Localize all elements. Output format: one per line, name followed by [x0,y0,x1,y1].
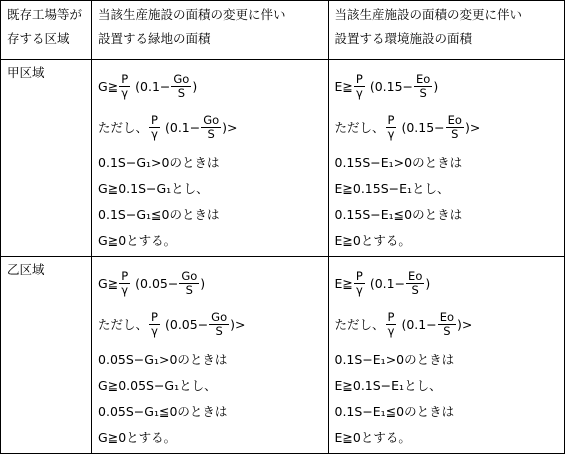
formula-lhs: G≧ [98,275,119,291]
rule-line-2: G≧0.1S−G₁とし、 [98,181,209,196]
numerator: Go [211,309,228,324]
formula-mid: (0.15− [369,78,413,94]
numerator: Eo [439,309,454,324]
fraction-p-gamma [354,73,365,100]
fraction-go-s [201,114,221,141]
formula-line [335,67,559,105]
numerator: P [387,112,395,127]
env-formula-cell [328,257,565,454]
rule-line-4: G≧0とする。 [98,233,177,248]
formula-end: ) [200,275,206,291]
numerator: P [151,309,158,324]
rule-line-2: G≧0.05S−G₁とし、 [98,378,217,393]
header-region-line1: 既存工場等が [7,7,83,22]
fraction-go-s [171,73,191,100]
fraction-go-s [179,270,199,297]
formula-mid: (0.05− [135,275,179,291]
header-env-line2: 設置する環境施設の面積 [334,31,473,46]
formula-end: ) [192,78,198,94]
denominator: S [177,85,185,100]
header-green-line2: 設置する緑地の面積 [98,31,211,46]
rule-line-1: 0.05S−G₁>0のときは [98,352,228,367]
denominator: γ [121,85,129,100]
fraction-p-gamma [354,270,365,297]
fraction-p-gamma [149,114,160,141]
rule-line-2: E≧0.15S−E₁とし、 [334,181,450,196]
denominator: γ [387,126,395,141]
green-formula-cell [92,257,328,454]
fraction-eo-s [446,114,464,141]
numerator: Eo [408,268,423,283]
fraction-p-gamma [119,73,130,100]
rule-line-1: 0.15S−E₁>0のときは [334,155,463,170]
condition-end: )> [464,119,481,135]
numerator: P [355,71,363,86]
formula-mid: (0.1− [135,78,171,94]
rule-line-1: 0.1S−G₁>0のときは [98,155,220,170]
condition-mid: (0.1− [164,119,201,135]
condition-end: )> [230,316,246,332]
region-cell [1,257,92,454]
numerator: Eo [447,112,462,127]
green-formula-cell [92,60,328,257]
formula-mid: (0.1− [369,275,406,291]
formula-line [98,67,321,105]
numerator: P [387,309,395,324]
condition-end: )> [222,119,238,135]
condition-line [98,302,321,346]
header-region [1,1,92,60]
region-label: 甲区域 [7,65,45,80]
condition-mid: (0.05− [164,316,209,332]
numerator: P [151,112,158,127]
formula-end: ) [433,78,439,94]
header-green-line1: 当該生産施設の面積の変更に伴い [98,7,286,22]
denominator: S [419,85,427,100]
env-formula-cell [328,60,565,257]
condition-line [335,302,559,346]
formula-lhs: E≧ [334,275,353,291]
condition-prefix: ただし、 [334,120,385,135]
header-env-area [328,1,565,60]
denominator: S [443,323,451,338]
fraction-p-gamma [386,114,397,141]
condition-line [335,105,559,149]
fraction-eo-s [406,270,424,297]
header-row [1,1,565,60]
formula-end: ) [425,275,431,291]
header-green-area [92,1,328,60]
header-region-line2: 存する区域 [7,31,70,46]
rule-line-1: 0.1S−E₁>0のときは [334,352,455,367]
denominator: γ [355,282,363,297]
region-cell [1,60,92,257]
numerator: Go [203,112,220,127]
condition-prefix: ただし、 [98,120,149,135]
rule-line-4: E≧0とする。 [334,233,411,248]
denominator: γ [151,126,158,141]
condition-prefix: ただし、 [98,317,149,332]
condition-mid: (0.15− [401,119,445,135]
denominator: S [411,282,419,297]
rule-line-3: 0.1S−E₁≦0のときは [334,404,455,419]
numerator: Eo [416,71,431,86]
denominator: γ [121,282,129,297]
denominator: γ [387,323,395,338]
fraction-eo-s [414,73,432,100]
rule-line-3: 0.05S−G₁≦0のときは [98,404,228,419]
numerator: Go [181,268,198,283]
formula-line [335,264,559,302]
table-row [1,257,565,454]
rule-line-3: 0.15S−E₁≦0のときは [334,207,463,222]
condition-line [98,105,321,149]
header-env-line1: 当該生産施設の面積の変更に伴い [334,7,523,22]
fraction-p-gamma [386,311,397,338]
fraction-go-s [209,311,229,338]
rule-line-2: E≧0.1S−E₁とし、 [334,378,442,393]
denominator: S [215,323,223,338]
denominator: γ [355,85,363,100]
formula-lhs: G≧ [98,78,119,94]
fraction-p-gamma [119,270,130,297]
fraction-p-gamma [149,311,160,338]
condition-end: )> [457,316,473,332]
numerator: P [121,71,129,86]
rule-line-4: E≧0とする。 [334,430,411,445]
denominator: γ [151,323,158,338]
condition-mid: (0.1− [401,316,437,332]
denominator: S [451,126,459,141]
region-label: 乙区域 [7,262,45,277]
fraction-eo-s [438,311,456,338]
denominator: S [207,126,215,141]
condition-prefix: ただし、 [334,317,385,332]
numerator: P [355,268,363,283]
numerator: P [121,268,129,283]
formula-line [98,264,321,302]
rule-line-4: G≧0とする。 [98,430,177,445]
rule-line-3: 0.1S−G₁≦0のときは [98,207,220,222]
numerator: Go [173,71,190,86]
denominator: S [185,282,193,297]
table-row [1,60,565,257]
formula-lhs: E≧ [334,78,353,94]
